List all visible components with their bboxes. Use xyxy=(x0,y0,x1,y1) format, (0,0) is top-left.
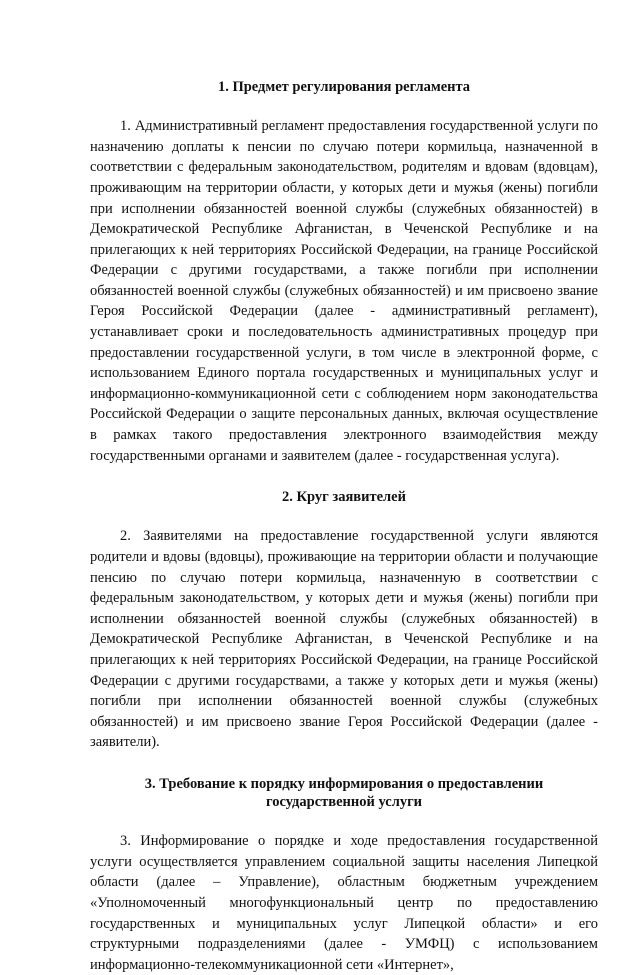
section-2-title: 2. Круг заявителей xyxy=(282,489,406,506)
section-1-paragraph: 1. Административный регламент предоставления государственной услуги по назначению доплаты к пенсии по случаю потери кормильца, назначенной в соответствии с федеральным законодательством, родителям и вдовам (вдовцам), проживающим на территории области, у которых дети и мужья (жены) погибли при исполнении обязанностей военной службы (служебных обязанностей) в Демократической Республике Афганистан, в Чеченской Республике и на прилегающих к ней территориях Российской Федерации, на границе Российской Федерации с другими государствами, а также погибли при исполнении обязанностей военной службы (служебных обязанностей) и им присвоено звание Героя Российской Федерации (далее - административный регламент), устанавливает сроки и последовательность административных процедур при предоставлении государственной услуги, в том числе в электронной форме, с использованием Единого портала государственных и муниципальных услуг и информационно-коммуникационной сети с соблюдением норм законодательства Российской Федерации о защите персональных данных, включая осуществление в рамках такого предоставления электронного взаимодействия между государственными органами и заявителем (далее - государственная услуга). xyxy=(90,118,598,464)
section-1-title: 1. Предмет регулирования регламента xyxy=(217,79,471,95)
section-3-title: 3. Требование к порядку информирования о предоставлении государственной услуги xyxy=(144,775,544,810)
section-2-paragraph: 2. Заявителями на предоставление государственной услуги являются родители и вдовы (вдовцы), проживающие на территории области и получающие пенсию по случаю потери кормильца, назначенную в соответствии с федеральным законодательством, у которых дети и мужья (жены) погибли при исполнении обязанностей военной службы (служебных обязанностей) в Демократической Республике Афганистан, в Чеченской Республике и на прилегающих к ней территориях Российской Федерации, на границе Российской Федерации с другими государствами, а также у которых дети и мужья (жены) погибли при исполнении обязанностей военной службы (служебных обязанностей) и им присвоено звание Героя Российской Федерации (далее - заявители). xyxy=(90,528,598,751)
section-3-paragraph: 3. Информирование о порядке и ходе предоставления государственной услуги осуществляется управлением социальной защиты населения Липецкой области (далее – Управление), областным бюджетным учреждением «Уполномоченный многофункциональный центр по предоставлению государственных и муниципальных услуг Липецкой области» и его структурными подразделениями (далее - УМФЦ) с использованием информационно-телекоммуникационной сети «Интернет», xyxy=(90,833,598,973)
